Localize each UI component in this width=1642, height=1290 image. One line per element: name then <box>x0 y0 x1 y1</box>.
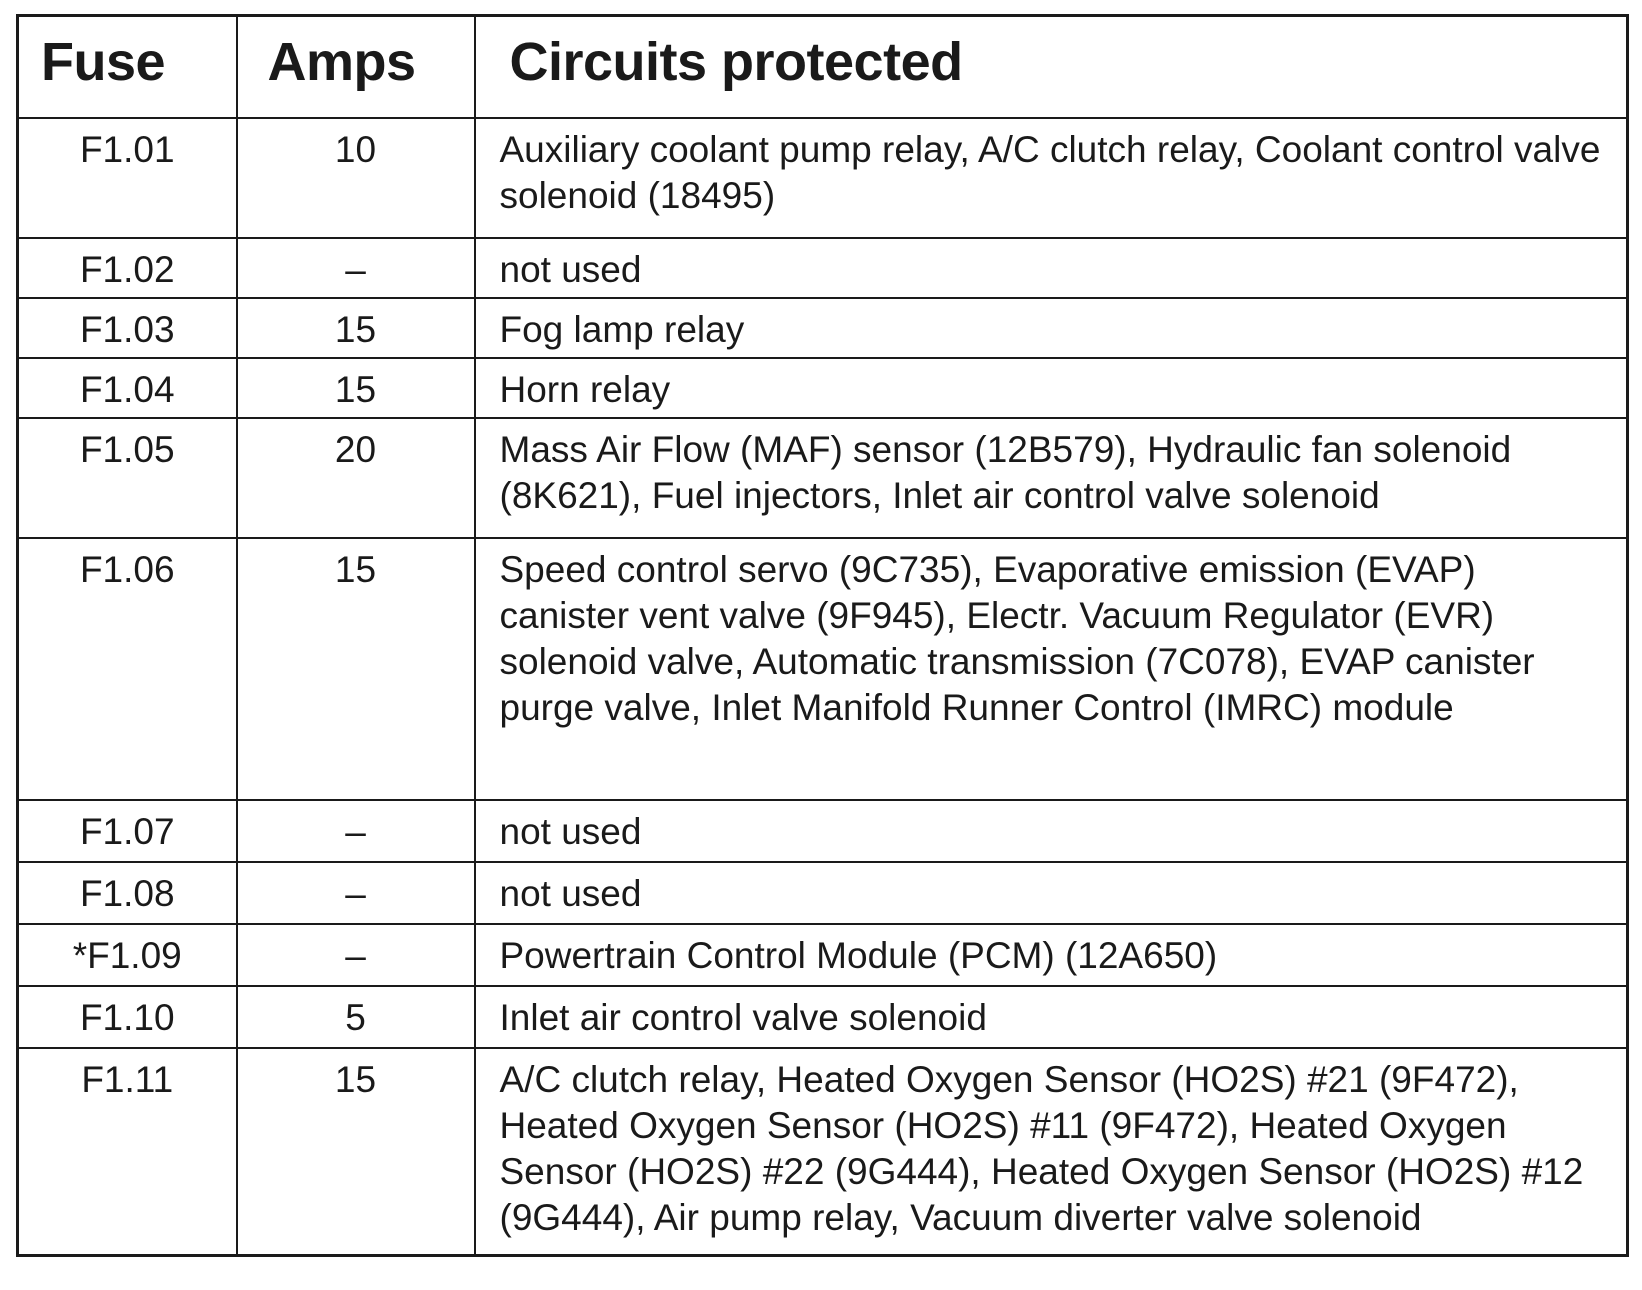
fuse-cell: F1.05 <box>18 418 237 538</box>
circuits-cell: Auxiliary coolant pump relay, A/C clutch relay, Coolant control valve solenoid (18495) <box>475 118 1628 238</box>
amps-cell: – <box>237 800 475 862</box>
table-row <box>18 298 1628 358</box>
table-row <box>18 418 1628 538</box>
circuits-cell: Mass Air Flow (MAF) sensor (12B579), Hydraulic fan solenoid (8K621), Fuel injectors, Inlet air control valve solenoid <box>475 418 1628 538</box>
amps-cell: 5 <box>237 986 475 1048</box>
table-row <box>18 238 1628 298</box>
fuse-cell: F1.02 <box>18 238 237 298</box>
amps-cell: – <box>237 924 475 986</box>
header-amps: Amps <box>237 16 475 118</box>
amps-cell: 10 <box>237 118 475 238</box>
fuse-table <box>16 14 1629 1257</box>
table-row <box>18 800 1628 862</box>
circuits-cell: Fog lamp relay <box>475 298 1628 358</box>
circuits-cell: A/C clutch relay, Heated Oxygen Sensor (HO2S) #21 (9F472), Heated Oxygen Sensor (HO2S) #11 (9F472), Heated Oxygen Sensor (HO2S) #22 (9G444), Heated Oxygen Sensor (HO2S) #12 (9G444), Air pump relay, Vacuum diverter valve solenoid <box>475 1048 1628 1256</box>
circuits-cell: Speed control servo (9C735), Evaporative emission (EVAP) canister vent valve (9F945), Electr. Vacuum Regulator (EVR) solenoid valve, Automatic transmission (7C078), EVAP canister purge valve, Inlet Manifold Runner Control (IMRC) module <box>475 538 1628 800</box>
fuse-cell: F1.03 <box>18 298 237 358</box>
table-row <box>18 862 1628 924</box>
fuse-cell: F1.07 <box>18 800 237 862</box>
circuits-cell: not used <box>475 238 1628 298</box>
circuits-cell: not used <box>475 862 1628 924</box>
fuse-cell: *F1.09 <box>18 924 237 986</box>
amps-cell: 15 <box>237 1048 475 1256</box>
header-row <box>18 16 1628 118</box>
fuse-cell: F1.11 <box>18 1048 237 1256</box>
table-row <box>18 538 1628 800</box>
table-body <box>18 118 1628 1256</box>
amps-cell: 15 <box>237 298 475 358</box>
fuse-cell: F1.01 <box>18 118 237 238</box>
table-row <box>18 986 1628 1048</box>
amps-cell: 15 <box>237 538 475 800</box>
circuits-cell: Inlet air control valve solenoid <box>475 986 1628 1048</box>
fuse-cell: F1.10 <box>18 986 237 1048</box>
circuits-cell: Horn relay <box>475 358 1628 418</box>
table-row <box>18 358 1628 418</box>
circuits-cell: not used <box>475 800 1628 862</box>
amps-cell: – <box>237 238 475 298</box>
fuse-cell: F1.08 <box>18 862 237 924</box>
amps-cell: 20 <box>237 418 475 538</box>
header-fuse: Fuse <box>18 16 237 118</box>
fuse-cell: F1.06 <box>18 538 237 800</box>
table-row <box>18 118 1628 238</box>
header-circuits: Circuits protected <box>475 16 1628 118</box>
circuits-cell: Powertrain Control Module (PCM) (12A650) <box>475 924 1628 986</box>
table-header <box>18 16 1628 118</box>
amps-cell: 15 <box>237 358 475 418</box>
fuse-cell: F1.04 <box>18 358 237 418</box>
amps-cell: – <box>237 862 475 924</box>
table-row <box>18 1048 1628 1256</box>
table-row <box>18 924 1628 986</box>
